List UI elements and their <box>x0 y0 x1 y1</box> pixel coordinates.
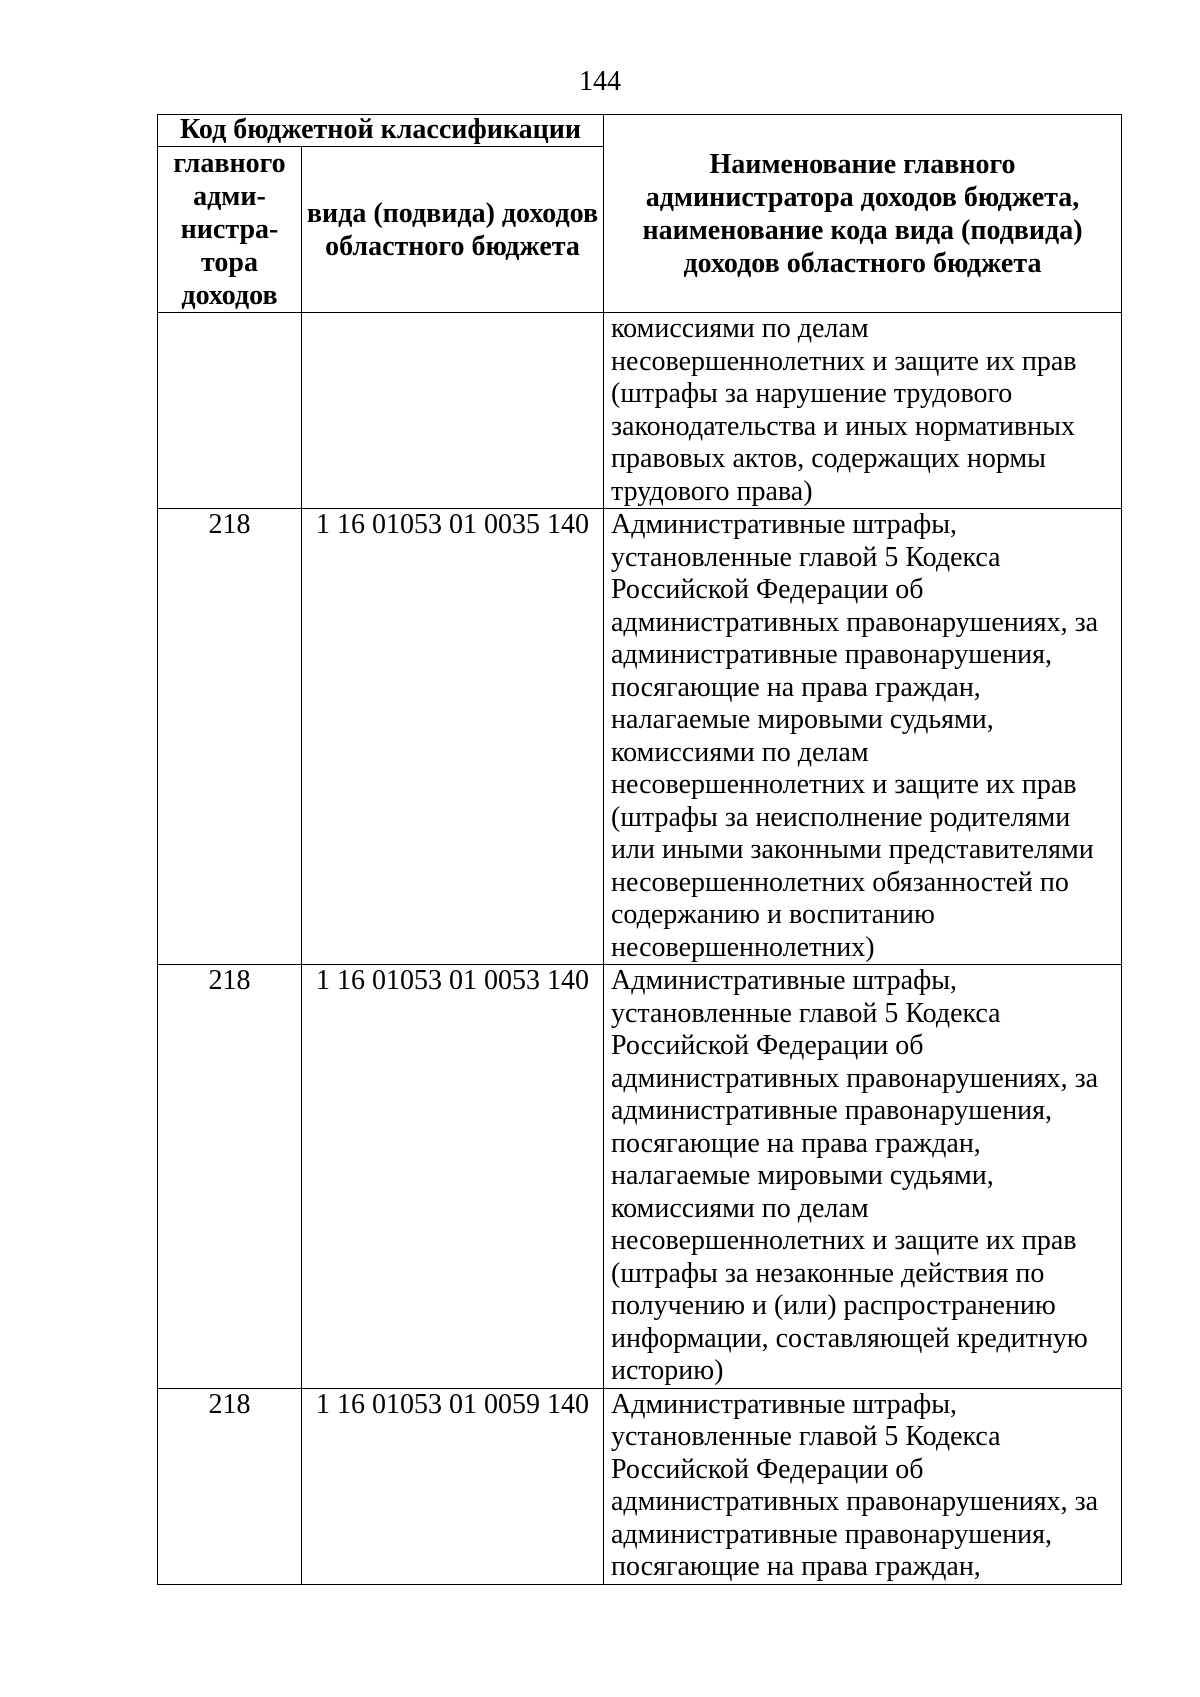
income-code-cell: 1 16 01053 01 0053 140 <box>302 965 604 1389</box>
table-row <box>158 965 1122 1389</box>
description-cell: Административные штрафы, установленные главой 5 Кодекса Российской Федерации об административных правонарушениях, за административные правонарушения, посягающие на права граждан, налагаемые мировыми судьями, комиссиями по делам несовершеннолетних и защите их прав (штрафы за неисполнение родителями или иными законными представителями несовершеннолетних обязанностей по содержанию и воспитанию несовершеннолетних) <box>604 509 1122 965</box>
admin-code-cell: 218 <box>158 965 302 1389</box>
header-main-administrator: главного адми-нистра-тора доходов <box>158 147 302 313</box>
description-cell: Административные штрафы, установленные главой 5 Кодекса Российской Федерации об административных правонарушениях, за административные правонарушения, посягающие на права граждан, <box>604 1388 1122 1584</box>
admin-code-cell: 218 <box>158 509 302 965</box>
admin-code-cell <box>158 313 302 509</box>
budget-classification-table <box>157 114 1122 1585</box>
income-code-cell <box>302 313 604 509</box>
page-number: 144 <box>579 66 621 97</box>
description-cell: комиссиями по делам несовершеннолетних и защите их прав (штрафы за нарушение трудового законодательства и иных нормативных правовых актов, содержащих нормы трудового права) <box>604 313 1122 509</box>
table-row <box>158 1388 1122 1584</box>
table-row <box>158 313 1122 509</box>
header-budget-classification-code: Код бюджетной классификации <box>158 115 604 147</box>
header-name: Наименование главного администратора доходов бюджета, наименование кода вида (подвида) доходов областного бюджета <box>604 115 1122 313</box>
description-cell: Административные штрафы, установленные главой 5 Кодекса Российской Федерации об административных правонарушениях, за административные правонарушения, посягающие на права граждан, налагаемые мировыми судьями, комиссиями по делам несовершеннолетних и защите их прав (штрафы за незаконные действия по получению и (или) распространению информации, составляющей кредитную историю) <box>604 965 1122 1389</box>
income-code-cell: 1 16 01053 01 0035 140 <box>302 509 604 965</box>
income-code-cell: 1 16 01053 01 0059 140 <box>302 1388 604 1584</box>
admin-code-cell: 218 <box>158 1388 302 1584</box>
header-income-kind: вида (подвида) доходов областного бюджета <box>302 147 604 313</box>
header-row-top <box>158 115 1122 147</box>
table-row <box>158 509 1122 965</box>
